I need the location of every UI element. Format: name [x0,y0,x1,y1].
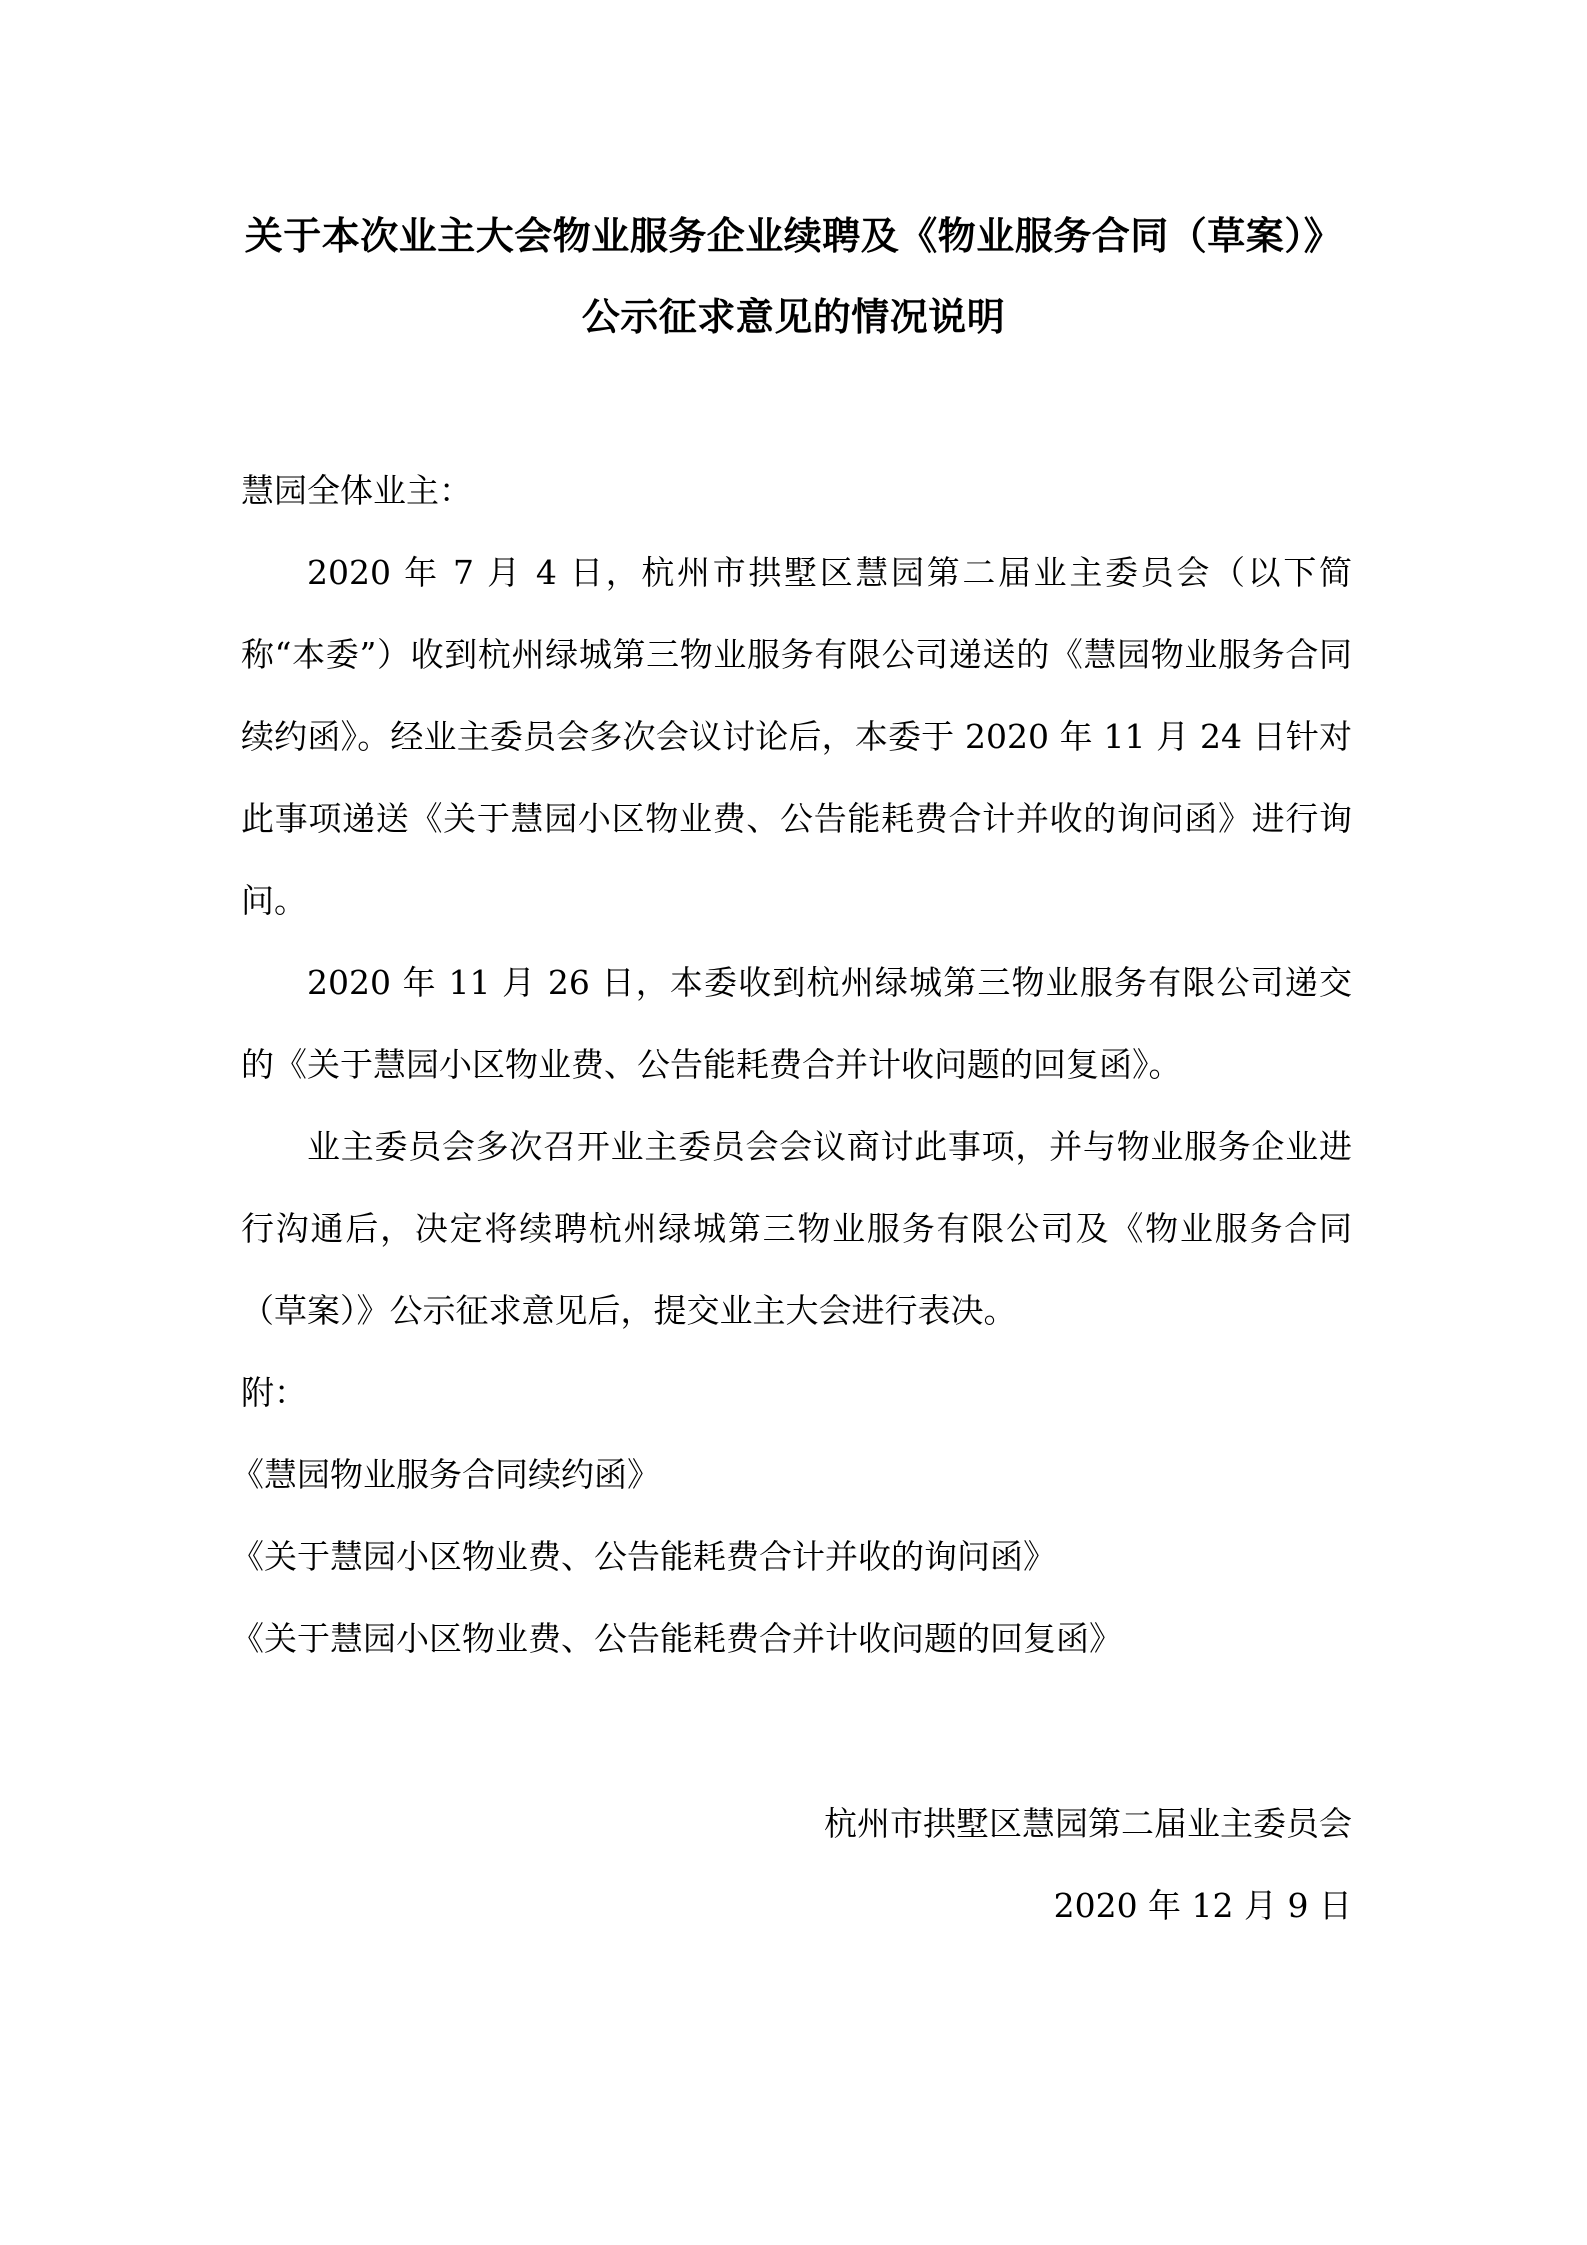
signature-organization: 杭州市拱墅区慧园第二届业主委员会 [824,1804,1352,1843]
attachment-item: 《关于慧园小区物业费、公告能耗费合并计收问题的回复函》 [231,1619,1122,1658]
attachment-label: 附： [241,1373,307,1412]
signature-date: 2020 年 12 月 9 日 [1053,1886,1352,1925]
salutation: 慧园全体业主： [241,471,472,510]
paragraph-1: 2020 年 7 月 4 日，杭州市拱墅区慧园第二届业主委员会（以下简称“本委”）收到杭州绿城第三物业服务有限公司递送的《慧园物业服务合同续约函》。经业主委员会多次会议讨论后，本委于 2020 年 11 月 24 日针对此事项递送《关于慧园小区物业费、公告能耗费合计并收的询问函》进行询问。 [241,553,1352,920]
paragraph-2: 2020 年 11 月 26 日，本委收到杭州绿城第三物业服务有限公司递交的《关于慧园小区物业费、公告能耗费合并计收问题的回复函》。 [241,963,1352,1084]
attachment-item: 《慧园物业服务合同续约函》 [231,1455,660,1494]
document-title-line-2: 公示征求意见的情况说明 [581,295,1006,339]
document-title-line-1: 关于本次业主大会物业服务企业续聘及《物业服务合同（草案）》 [244,214,1343,258]
attachment-list [231,1434,1352,1680]
attachment-item: 《关于慧园小区物业费、公告能耗费合计并收的询问函》 [231,1537,1056,1576]
paragraph-3: 业主委员会多次召开业主委员会会议商讨此事项，并与物业服务企业进行沟通后，决定将续聘杭州绿城第三物业服务有限公司及《物业服务合同（草案）》公示征求意见后，提交业主大会进行表决。 [241,1127,1352,1330]
